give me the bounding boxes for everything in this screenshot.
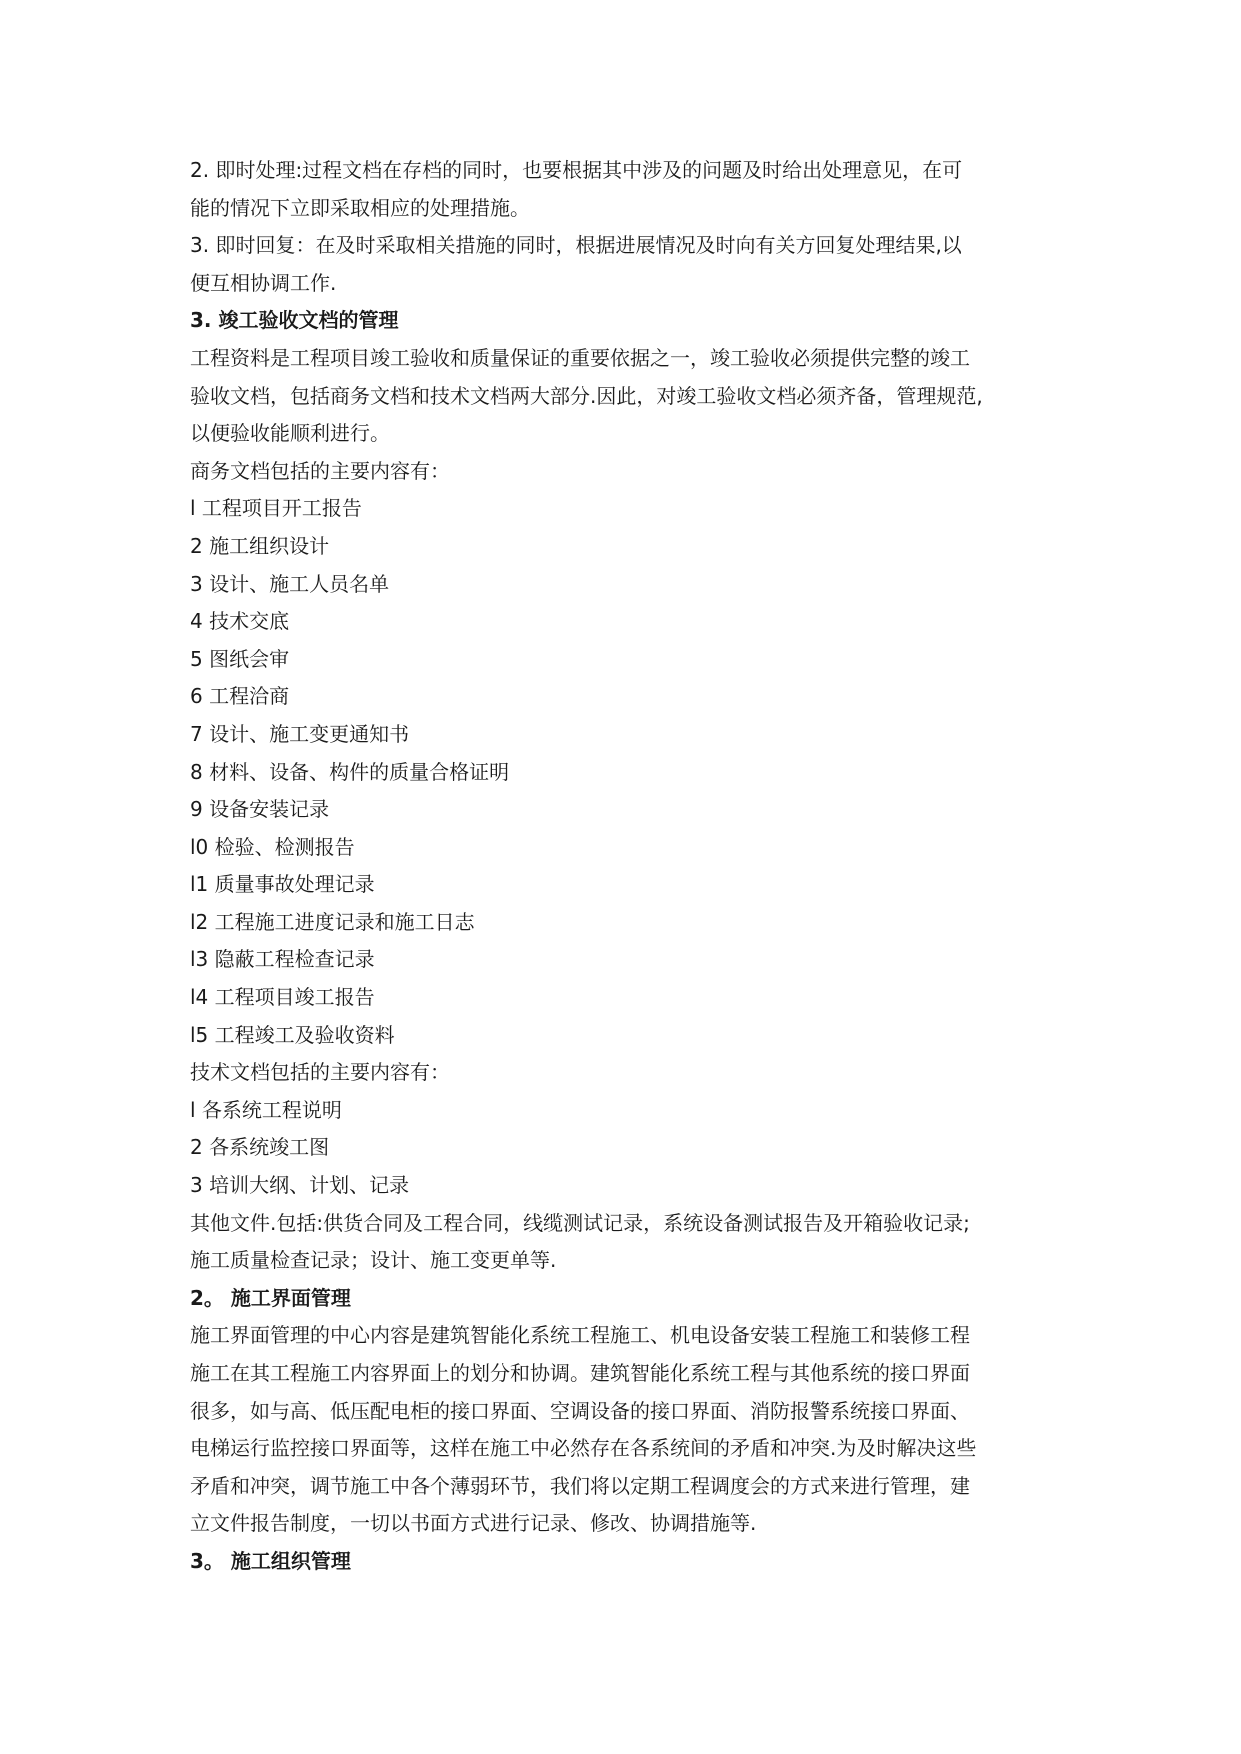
text-line: 商务文档包括的主要内容有： bbox=[190, 458, 450, 483]
section-heading: 3。 施工组织管理 bbox=[190, 1548, 351, 1573]
text-line: 施工质量检查记录；设计、施工变更单等. bbox=[190, 1248, 557, 1273]
text-line: l1 质量事故处理记录 bbox=[190, 872, 375, 897]
text-line: 立文件报告制度，一切以书面方式进行记录、修改、协调措施等. bbox=[190, 1511, 757, 1536]
text-line: 施工界面管理的中心内容是建筑智能化系统工程施工、机电设备安装工程施工和装修工程 bbox=[190, 1323, 970, 1348]
section-heading: 3. 竣工验收文档的管理 bbox=[190, 308, 399, 333]
text-line: 9 设备安装记录 bbox=[190, 797, 330, 822]
text-line: 8 材料、设备、构件的质量合格证明 bbox=[190, 759, 510, 784]
text-line: 矛盾和冲突，调节施工中各个薄弱环节，我们将以定期工程调度会的方式来进行管理，建 bbox=[190, 1473, 970, 1498]
text-line: l3 隐蔽工程检查记录 bbox=[190, 947, 375, 972]
text-line: l2 工程施工进度记录和施工日志 bbox=[190, 909, 475, 934]
text-line: 验收文档，包括商务文档和技术文档两大部分.因此，对竣工验收文档必须齐备，管理规范, bbox=[190, 383, 983, 408]
text-line: 2 各系统竣工图 bbox=[190, 1135, 330, 1160]
text-line: 7 设计、施工变更通知书 bbox=[190, 721, 410, 746]
text-line: 6 工程洽商 bbox=[190, 684, 290, 709]
text-line: 技术文档包括的主要内容有： bbox=[190, 1060, 450, 1085]
text-line: 很多，如与高、低压配电柜的接口界面、空调设备的接口界面、消防报警系统接口界面、 bbox=[190, 1398, 970, 1423]
text-line: 便互相协调工作. bbox=[190, 270, 337, 295]
text-line: 能的情况下立即采取相应的处理措施。 bbox=[190, 195, 530, 220]
document-page bbox=[190, 152, 1070, 1581]
text-line: 以便验收能顺利进行。 bbox=[190, 421, 390, 446]
text-line: 4 技术交底 bbox=[190, 609, 290, 634]
text-line: 3. 即时回复：在及时采取相关措施的同时，根据进展情况及时向有关方回复处理结果,以 bbox=[190, 233, 962, 258]
text-line: 3 设计、施工人员名单 bbox=[190, 571, 390, 596]
text-line: 5 图纸会审 bbox=[190, 646, 290, 671]
text-line: 2 施工组织设计 bbox=[190, 533, 330, 558]
section-heading: 2。 施工界面管理 bbox=[190, 1285, 351, 1310]
text-line: 电梯运行监控接口界面等，这样在施工中必然存在各系统间的矛盾和冲突.为及时解决这些 bbox=[190, 1436, 977, 1461]
text-line: l 各系统工程说明 bbox=[190, 1097, 342, 1122]
text-line: l0 检验、检测报告 bbox=[190, 834, 355, 859]
text-line: l4 工程项目竣工报告 bbox=[190, 985, 375, 1010]
text-line: 其他文件.包括:供货合同及工程合同，线缆测试记录，系统设备测试报告及开箱验收记录; bbox=[190, 1210, 970, 1235]
text-line: l 工程项目开工报告 bbox=[190, 496, 362, 521]
text-line: 工程资料是工程项目竣工验收和质量保证的重要依据之一，竣工验收必须提供完整的竣工 bbox=[190, 345, 970, 370]
text-line: 2. 即时处理:过程文档在存档的同时，也要根据其中涉及的问题及时给出处理意见，在可 bbox=[190, 158, 963, 182]
text-line: 施工在其工程施工内容界面上的划分和协调。建筑智能化系统工程与其他系统的接口界面 bbox=[190, 1361, 970, 1385]
text-line: l5 工程竣工及验收资料 bbox=[190, 1022, 395, 1047]
text-line: 3 培训大纲、计划、记录 bbox=[190, 1173, 410, 1198]
